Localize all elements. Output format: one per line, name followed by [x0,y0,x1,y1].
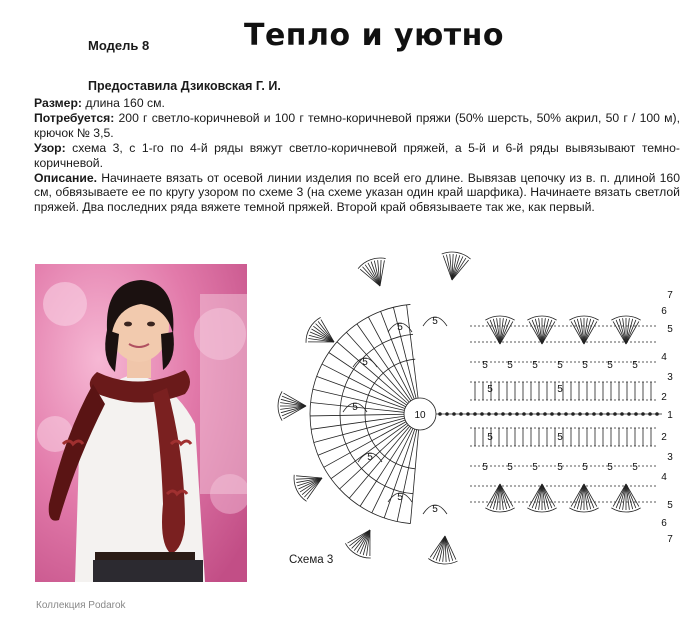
chain-stitch [516,413,519,416]
model-number: Модель 8 [88,38,150,53]
pattern-line [20,141,680,171]
row-number-top: 5 [667,324,673,335]
fan-4-stitch [296,476,322,478]
fan-3-stitch [281,399,306,406]
shell-bottom-0-stitch [493,484,500,509]
row-number-top: 3 [667,372,673,383]
chain-stitch [495,413,498,416]
chain-stitch [635,413,638,416]
shell-bottom-2-stitch [584,484,597,507]
description-line [20,171,680,216]
chain-stitch [530,413,533,416]
chain-stitch [523,413,526,416]
description-label: Описание. [34,170,98,185]
shell-top-1-stitch [529,321,542,344]
chain-arch-label: 5 [397,492,403,503]
chain-arch-label: 5 [397,322,403,333]
size-label: Размер: [34,96,82,110]
chain-stitch [614,413,617,416]
row-arch-label: 5 [632,360,638,371]
diagram-graphic [270,246,690,576]
shell-bottom-3-stitch [613,484,626,507]
row-number-bottom: 2 [661,432,667,443]
pattern-label: Узор: [34,140,66,155]
collection-credit: Коллекция Podarok [36,600,126,611]
stitch-line [310,414,404,416]
row-arch-label: 5 [607,462,613,473]
row-arch-label: 5 [532,360,538,371]
row-arch-label: 5 [482,462,488,473]
shell-bottom-1-stitch [535,484,542,509]
chain-arch-label: 5 [352,402,358,413]
chain-arch-label: 5 [432,504,438,515]
chain-stitch [565,413,568,416]
row-number-bottom: 7 [667,534,673,545]
chain-stitch [642,413,645,416]
row-number-top: 7 [667,290,673,301]
shell-top-1-stitch [535,319,542,344]
chain-stitch [551,413,554,416]
shell-top-3-stitch [619,319,626,344]
row-arch-label: 5 [507,360,513,371]
shell-bottom-3-stitch [626,484,633,509]
chain-stitch [621,413,624,416]
fan-3-stitch [281,406,306,413]
page-title: Тепло и уютно [244,18,504,53]
row-arch-label: 5 [507,462,513,473]
stitch-line [410,430,418,524]
row-number-bottom: 6 [661,518,667,529]
chain-stitch [453,413,456,416]
row-number-top: 4 [661,352,667,363]
shell-bottom-3-stitch [619,484,626,509]
chain-stitch [593,413,596,416]
author-credit: Предоставила Дзиковская Г. И. [88,79,281,93]
shell-top-2-stitch [577,319,584,344]
chain-stitch [600,413,603,416]
shell-top-2-stitch [584,321,597,344]
shell-bottom-2-stitch [584,484,591,509]
shell-top-3-stitch [626,319,633,344]
size-line [20,96,680,111]
description-value: Начинаете вязать от осевой линии изделия по всей его длине. Вывязав цепочку из в. п. длиной 160 см, обвязываете ее по кругу узором по схеме 3 (на схеме указан один край шарфика). Начинаете вязать светлой пряжей. Два последних ряда вяжете темной пряжей. Второй край обвязываете так же, как первый. [34,170,680,215]
chain-stitch [586,413,589,416]
chain-stitch [649,413,652,416]
row-number-bottom: 4 [661,472,667,483]
inner-arch-label: 5 [557,384,563,395]
inner-arch-label: 5 [487,384,493,395]
shell-top-1-stitch [542,321,555,344]
inner-arch-label: 5 [557,432,563,443]
chain-stitch [558,413,561,416]
inner-arch-label: 5 [487,432,493,443]
chain-stitch [509,413,512,416]
fan-6-stitch [445,536,456,560]
stitch-line [337,342,408,404]
chain-arch-label: 5 [432,316,438,327]
chain-stitch [572,413,575,416]
crochet-diagram [270,246,690,576]
chain-stitch [467,413,470,416]
shell-top-3-stitch [626,321,639,344]
shell-top-0-stitch [500,319,507,344]
shell-bottom-0-stitch [500,484,507,509]
shell-top-0-stitch [487,321,500,344]
stitch-line [311,416,404,429]
chain-stitch [537,413,540,416]
materials-line [20,111,680,141]
chain-stitch [446,413,449,416]
shell-bottom-1-stitch [529,484,542,507]
row-number-top: 2 [661,392,667,403]
chain-stitch [544,413,547,416]
shell-bottom-0-stitch [500,484,513,507]
chain-arch-label: 5 [362,357,368,368]
row-arch-label: 5 [557,360,563,371]
chain-stitch [481,413,484,416]
chain-stitch [488,413,491,416]
center-label: 10 [414,410,426,421]
stitch-line [346,332,409,402]
size-value: длина 160 см. [85,96,165,110]
shell-bottom-0-stitch [487,484,500,507]
chain-stitch [460,413,463,416]
shell-bottom-1-stitch [542,484,549,509]
stitch-line [349,426,409,498]
chain-stitch [579,413,582,416]
model-photo [35,264,247,582]
row-arch-label: 5 [607,360,613,371]
stitch-line [397,430,417,522]
pattern-description [20,96,680,215]
diagram-caption: Схема 3 [289,554,334,566]
photo-illustration [35,264,247,582]
row-arch-label: 5 [582,360,588,371]
chain-stitch [628,413,631,416]
chain-stitch [474,413,477,416]
row-number-bottom: 5 [667,500,673,511]
materials-label: Потребуется: [34,110,115,125]
stitch-line [317,376,405,408]
chain-stitch [656,413,659,416]
materials-value: 200 г светло-коричневой и 100 г темно-коричневой пряжи (50% шерсть, 50% акрил, 50 г / 100 м), крючок № 3,5. [34,110,680,140]
shell-bottom-2-stitch [577,484,584,509]
chain-stitch [439,413,442,416]
shell-top-1-stitch [542,319,549,344]
shell-top-2-stitch [584,319,591,344]
chain-stitch [502,413,505,416]
fan-3-stitch [283,393,306,406]
stitch-line [372,428,413,512]
row-number-top: 1 [667,410,673,421]
row-number-top: 6 [661,306,667,317]
fan-3-stitch [283,406,306,419]
stitch-line [384,429,415,518]
row-arch-label: 5 [532,462,538,473]
shell-top-2-stitch [571,321,584,344]
chain-arch-label: 5 [367,452,373,463]
row-arch-label: 5 [482,360,488,371]
stitch-line [322,364,406,407]
row-number-bottom: 3 [667,452,673,463]
row-arch-label: 5 [632,462,638,473]
shell-top-0-stitch [493,319,500,344]
shell-bottom-3-stitch [626,484,639,507]
row-arch-label: 5 [557,462,563,473]
shell-top-0-stitch [500,321,513,344]
pattern-value: схема 3, с 1-го по 4-й ряды вяжут светло-коричневой пряжей, а 5-й и 6-й ряды вывязывают темно-коричневой. [34,140,680,170]
shell-top-3-stitch [613,321,626,344]
shell-bottom-1-stitch [542,484,555,507]
chain-stitch [607,413,610,416]
shell-bottom-2-stitch [571,484,584,507]
row-arch-label: 5 [582,462,588,473]
